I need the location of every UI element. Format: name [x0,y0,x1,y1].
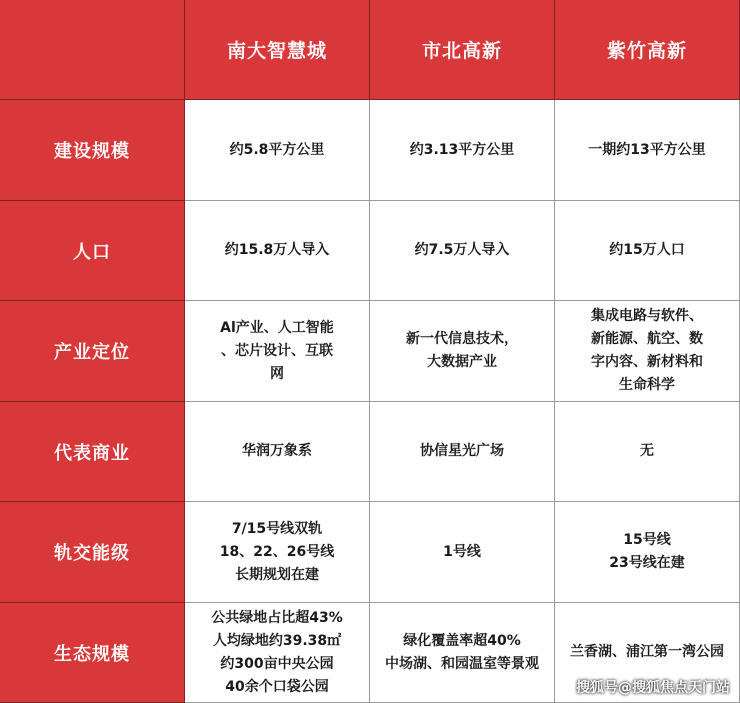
cell-text [420,440,504,463]
cell-line: 绿化覆盖率超40% [403,632,521,649]
table-cell-nanda [185,100,370,201]
table-cell-shibei [370,201,555,301]
cell-text [220,317,334,386]
cell-text [609,239,684,262]
watermark: 搜狐号@搜狐焦点天门站 [576,680,730,696]
table-cell-shibei [370,502,555,603]
table-cell-nanda [185,201,370,301]
cell-text [220,518,334,587]
cell-line: 华润万象系 [242,443,312,459]
cell-line: 网 [269,365,284,382]
cell-line: 23号线在建 [609,555,685,571]
cell-text [588,139,705,162]
cell-line: 约7.5万人导入 [414,242,510,258]
cell-text [410,139,515,162]
cell-text [230,139,325,162]
table-cell-nanda [185,502,370,603]
cell-text [225,239,330,262]
cell-line: Al产业、人工智能 [220,319,334,336]
cell-text [385,630,539,676]
table-cell-shibei [370,100,555,201]
cell-line: 约3.13平方公里 [409,141,515,158]
cell-line: 公共绿地占比超43% [211,609,343,626]
cell-line: 协信星光广场 [420,443,504,459]
cell-line: 15号线 [623,532,671,548]
table-corner [0,0,185,100]
cell-line: 集成电路与软件、 [591,308,703,324]
cell-line: 中场湖、和园温室等景观 [385,655,539,672]
cell-text [591,305,703,397]
cell-line: 大数据产业 [427,354,497,370]
table-cell-nanda [185,301,370,402]
cell-line: 约300亩中央公园 [220,655,334,672]
table-cell-zizhu [555,502,740,603]
cell-text [570,641,724,664]
cell-text [443,541,481,564]
row-header: 生态规模 [0,603,185,703]
cell-line: 兰香湖、浦江第一湾公园 [570,644,724,660]
row-header: 轨交能级 [0,502,185,603]
cell-line: 长期规划在建 [234,566,319,583]
cell-text [609,529,684,575]
row-header: 代表商业 [0,402,185,502]
cell-line: 人均绿地约39.38㎡ [212,632,342,649]
cell-line: 18、22、26号线 [219,543,335,560]
cell-text [242,440,312,463]
column-header-shibei: 市北高新 [370,0,555,100]
cell-line: 40余个口袋公园 [225,678,329,695]
cell-line: 、芯片设计、互联 [220,342,333,359]
table-cell-zizhu [555,402,740,502]
row-header: 产业定位 [0,301,185,402]
table-cell-zizhu [555,301,740,402]
cell-line: 无 [640,443,654,459]
row-header: 建设规模 [0,100,185,201]
table-cell-shibei [370,301,555,402]
cell-line: 字内容、新材料和 [591,354,703,370]
cell-text [415,239,510,262]
cell-line: 生命科学 [619,377,675,393]
cell-line: 7/15号线双轨 [231,520,323,537]
table-cell-zizhu [555,100,740,201]
cell-line: 新能源、航空、数 [591,331,703,347]
row-header: 人口 [0,201,185,301]
cell-line: 新一代信息技术， [406,331,518,347]
table-cell-zizhu [555,201,740,301]
cell-text [211,607,343,699]
cell-line: 一期约13平方公里 [588,141,706,158]
column-header-zizhu: 紫竹高新 [555,0,740,100]
cell-text [406,328,518,374]
cell-text [640,440,654,463]
column-header-nanda: 南大智慧城 [185,0,370,100]
cell-line: 1号线 [443,543,481,560]
cell-line: 约15.8万人导入 [224,242,330,258]
table-cell-nanda [185,402,370,502]
cell-line: 约15万人口 [609,242,685,258]
table-cell-shibei [370,603,555,703]
cell-line: 约5.8平方公里 [229,141,325,158]
table-cell-nanda [185,603,370,703]
table-cell-shibei [370,402,555,502]
